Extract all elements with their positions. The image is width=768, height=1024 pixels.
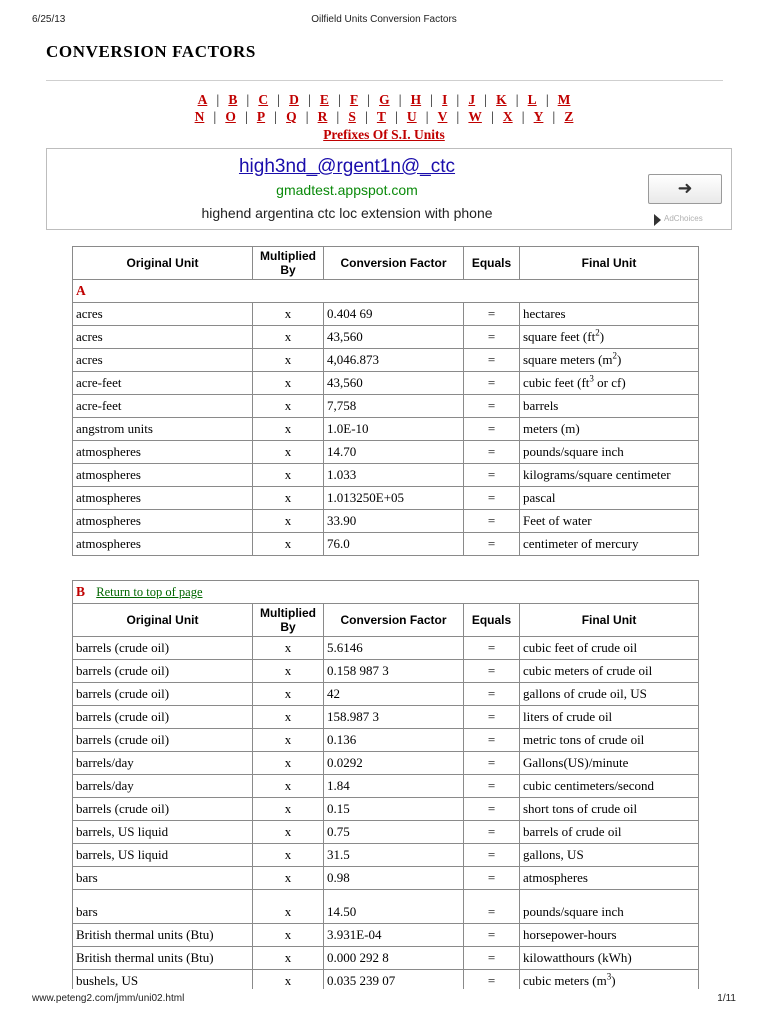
adchoices-icon bbox=[654, 214, 661, 226]
index-separator: | bbox=[521, 109, 525, 124]
multiplied-by-cell: x bbox=[253, 683, 324, 706]
final-unit-text: short tons of crude oil bbox=[523, 801, 638, 816]
final-unit-cell bbox=[520, 487, 699, 510]
final-unit-cell bbox=[520, 924, 699, 947]
final-unit-text: cubic feet (ft bbox=[523, 375, 590, 390]
multiplied-by-cell: x bbox=[253, 729, 324, 752]
final-unit-text: barrels of crude oil bbox=[523, 824, 622, 839]
table-row bbox=[73, 867, 699, 890]
original-unit-cell: acre-feet bbox=[73, 395, 253, 418]
final-unit-suffix: ) bbox=[611, 973, 616, 988]
final-unit-cell bbox=[520, 752, 699, 775]
original-unit-cell: atmospheres bbox=[73, 464, 253, 487]
equals-cell: = bbox=[464, 487, 520, 510]
original-unit-cell: acres bbox=[73, 303, 253, 326]
col-original-unit: Original Unit bbox=[73, 247, 253, 280]
final-unit-text: cubic meters of crude oil bbox=[523, 663, 653, 678]
final-unit-text: gallons of crude oil, US bbox=[523, 686, 647, 701]
return-to-top-link[interactable]: Return to top of page bbox=[96, 585, 203, 599]
index-link-z[interactable]: Z bbox=[564, 109, 574, 124]
final-unit-text: horsepower-hours bbox=[523, 927, 617, 942]
index-link-d[interactable]: D bbox=[289, 92, 299, 107]
conversion-factor-cell: 1.033 bbox=[324, 464, 464, 487]
final-unit-text: hectares bbox=[523, 306, 566, 321]
multiplied-by-cell: x bbox=[253, 372, 324, 395]
table-row bbox=[73, 924, 699, 947]
multiplied-by-cell: x bbox=[253, 326, 324, 349]
multiplied-by-cell: x bbox=[253, 464, 324, 487]
multiplied-by-cell: x bbox=[253, 844, 324, 867]
multiplied-by-cell: x bbox=[253, 441, 324, 464]
table-row bbox=[73, 660, 699, 683]
original-unit-cell: barrels (crude oil) bbox=[73, 706, 253, 729]
final-unit-text: cubic meters (m bbox=[523, 973, 607, 988]
final-unit-suffix: ) bbox=[617, 352, 622, 367]
table-row bbox=[73, 372, 699, 395]
col-multiplied-by: Multiplied By bbox=[253, 604, 324, 637]
original-unit-cell: barrels/day bbox=[73, 775, 253, 798]
conversion-factor-cell: 76.0 bbox=[324, 533, 464, 556]
multiplied-by-cell: x bbox=[253, 660, 324, 683]
conversion-factor-cell: 0.404 69 bbox=[324, 303, 464, 326]
multiplied-by-cell: x bbox=[253, 510, 324, 533]
table-row bbox=[73, 464, 699, 487]
final-unit-text: cubic centimeters/second bbox=[523, 778, 655, 793]
table-row bbox=[73, 395, 699, 418]
original-unit-cell: bars bbox=[73, 890, 253, 924]
index-link-i[interactable]: I bbox=[442, 92, 448, 107]
index-link-p[interactable]: P bbox=[256, 109, 266, 124]
index-separator: | bbox=[336, 109, 340, 124]
alphabet-index-row-1 bbox=[0, 92, 768, 108]
index-link-b[interactable]: B bbox=[228, 92, 238, 107]
original-unit-cell: British thermal units (Btu) bbox=[73, 924, 253, 947]
table-row bbox=[73, 821, 699, 844]
final-unit-text: liters of crude oil bbox=[523, 709, 613, 724]
equals-cell: = bbox=[464, 821, 520, 844]
original-unit-cell: acre-feet bbox=[73, 372, 253, 395]
index-separator: | bbox=[430, 92, 433, 107]
original-unit-cell: barrels (crude oil) bbox=[73, 660, 253, 683]
conversion-factor-cell: 0.98 bbox=[324, 867, 464, 890]
table-row bbox=[73, 441, 699, 464]
table-row bbox=[73, 752, 699, 775]
page-title: CONVERSION FACTORS bbox=[46, 42, 256, 61]
conversion-factor-cell: 4,046.873 bbox=[324, 349, 464, 372]
equals-cell: = bbox=[464, 660, 520, 683]
final-unit-cell bbox=[520, 464, 699, 487]
original-unit-cell: atmospheres bbox=[73, 510, 253, 533]
multiplied-by-cell: x bbox=[253, 798, 324, 821]
prefixes-si-units-link[interactable]: Prefixes Of S.I. Units bbox=[323, 127, 445, 142]
ad-description: highend argentina ctc loc extension with phone bbox=[201, 205, 493, 221]
multiplied-by-cell: x bbox=[253, 752, 324, 775]
index-link-u[interactable]: U bbox=[406, 109, 417, 124]
index-link-m[interactable]: M bbox=[557, 92, 571, 107]
final-unit-text: Feet of water bbox=[523, 513, 592, 528]
index-link-n[interactable]: N bbox=[194, 109, 205, 124]
section-letter-a: A bbox=[76, 283, 86, 298]
final-unit-cell bbox=[520, 372, 699, 395]
final-unit-text: Gallons(US)/minute bbox=[523, 755, 629, 770]
conversion-factor-cell: 158.987 3 bbox=[324, 706, 464, 729]
original-unit-cell: barrels, US liquid bbox=[73, 821, 253, 844]
ad-arrow-button[interactable] bbox=[648, 174, 722, 204]
equals-cell: = bbox=[464, 441, 520, 464]
index-separator: | bbox=[337, 92, 341, 107]
final-unit-cell bbox=[520, 441, 699, 464]
index-link-g[interactable]: G bbox=[379, 92, 390, 107]
index-separator: | bbox=[515, 92, 519, 107]
index-link-s[interactable]: S bbox=[348, 109, 356, 124]
index-separator: | bbox=[425, 109, 429, 124]
index-link-e[interactable]: E bbox=[319, 92, 329, 107]
index-link-r[interactable]: R bbox=[317, 109, 328, 124]
index-separator: | bbox=[216, 92, 220, 107]
col-equals: Equals bbox=[464, 247, 520, 280]
col-multiplied-by: Multiplied By bbox=[253, 247, 324, 280]
original-unit-cell: acres bbox=[73, 349, 253, 372]
multiplied-by-cell: x bbox=[253, 418, 324, 441]
multiplied-by-cell: x bbox=[253, 821, 324, 844]
original-unit-cell: atmospheres bbox=[73, 533, 253, 556]
conversion-factor-cell: 1.84 bbox=[324, 775, 464, 798]
final-unit-cell bbox=[520, 510, 699, 533]
final-unit-exponent: 3 bbox=[606, 971, 612, 982]
alphabet-index-row-2 bbox=[0, 109, 768, 125]
print-url: www.peteng2.com/jmm/uni02.html bbox=[32, 993, 185, 1004]
col-conversion-factor: Conversion Factor bbox=[324, 604, 464, 637]
index-separator: | bbox=[491, 109, 494, 124]
table-row bbox=[73, 775, 699, 798]
original-unit-cell: atmospheres bbox=[73, 441, 253, 464]
conversion-factor-cell: 7,758 bbox=[324, 395, 464, 418]
index-separator: | bbox=[277, 92, 280, 107]
table-row bbox=[73, 303, 699, 326]
original-unit-cell: acres bbox=[73, 326, 253, 349]
prefixes-link-wrap bbox=[0, 127, 768, 143]
conversion-factor-cell: 0.75 bbox=[324, 821, 464, 844]
index-separator: | bbox=[274, 109, 277, 124]
equals-cell: = bbox=[464, 947, 520, 970]
equals-cell: = bbox=[464, 464, 520, 487]
conversion-factor-cell: 3.931E-04 bbox=[324, 924, 464, 947]
original-unit-cell: bushels, US bbox=[73, 970, 253, 993]
index-separator: | bbox=[246, 92, 250, 107]
table-row bbox=[73, 798, 699, 821]
index-link-o[interactable]: O bbox=[225, 109, 236, 124]
final-unit-cell bbox=[520, 326, 699, 349]
final-unit-cell bbox=[520, 418, 699, 441]
final-unit-cell bbox=[520, 729, 699, 752]
print-page-number: 1/11 bbox=[717, 993, 736, 1004]
col-equals: Equals bbox=[464, 604, 520, 637]
equals-cell: = bbox=[464, 844, 520, 867]
table-row bbox=[73, 890, 699, 924]
original-unit-cell: atmospheres bbox=[73, 487, 253, 510]
multiplied-by-cell: x bbox=[253, 349, 324, 372]
final-unit-cell bbox=[520, 683, 699, 706]
equals-cell: = bbox=[464, 533, 520, 556]
equals-cell: = bbox=[464, 510, 520, 533]
original-unit-cell: barrels (crude oil) bbox=[73, 637, 253, 660]
final-unit-cell bbox=[520, 349, 699, 372]
final-unit-text: pascal bbox=[523, 490, 556, 505]
final-unit-suffix: ) bbox=[599, 329, 605, 344]
table-row bbox=[73, 947, 699, 970]
conversion-factor-cell: 5.6146 bbox=[324, 637, 464, 660]
original-unit-cell: barrels (crude oil) bbox=[73, 729, 253, 752]
adchoices-label: AdChoices bbox=[664, 214, 703, 223]
adchoices-badge[interactable] bbox=[654, 214, 726, 226]
final-unit-exponent: 3 bbox=[589, 373, 594, 384]
equals-cell: = bbox=[464, 349, 520, 372]
equals-cell: = bbox=[464, 752, 520, 775]
final-unit-text: kilowatthours (kWh) bbox=[523, 950, 632, 965]
original-unit-cell: barrels, US liquid bbox=[73, 844, 253, 867]
col-conversion-factor: Conversion Factor bbox=[324, 247, 464, 280]
index-separator: | bbox=[367, 92, 370, 107]
table-row bbox=[73, 349, 699, 372]
conversion-factor-cell: 31.5 bbox=[324, 844, 464, 867]
conversion-factor-cell: 0.000 292 8 bbox=[324, 947, 464, 970]
ad-banner[interactable] bbox=[46, 148, 732, 230]
table-row bbox=[73, 844, 699, 867]
index-link-j[interactable]: J bbox=[468, 92, 476, 107]
multiplied-by-cell: x bbox=[253, 706, 324, 729]
original-unit-cell: bars bbox=[73, 867, 253, 890]
index-separator: | bbox=[305, 109, 309, 124]
index-separator: | bbox=[365, 109, 368, 124]
final-unit-cell bbox=[520, 867, 699, 890]
conversion-factor-cell: 0.158 987 3 bbox=[324, 660, 464, 683]
table-row bbox=[73, 418, 699, 441]
conversion-factor-cell: 43,560 bbox=[324, 372, 464, 395]
multiplied-by-cell: x bbox=[253, 395, 324, 418]
conversion-table-b bbox=[72, 580, 699, 993]
conversion-factor-cell: 43,560 bbox=[324, 326, 464, 349]
table-row bbox=[73, 729, 699, 752]
index-link-y[interactable]: Y bbox=[533, 109, 544, 124]
conversion-factor-cell: 14.70 bbox=[324, 441, 464, 464]
table-header-row bbox=[73, 604, 699, 637]
final-unit-text: square meters (m bbox=[523, 352, 613, 367]
index-link-c[interactable]: C bbox=[258, 92, 269, 107]
original-unit-cell: barrels/day bbox=[73, 752, 253, 775]
print-doc-title: Oilfield Units Conversion Factors bbox=[311, 14, 457, 25]
index-link-k[interactable]: K bbox=[496, 92, 507, 107]
equals-cell: = bbox=[464, 924, 520, 947]
final-unit-text: barrels bbox=[523, 398, 559, 413]
index-link-q[interactable]: Q bbox=[286, 109, 297, 124]
original-unit-cell: barrels (crude oil) bbox=[73, 798, 253, 821]
print-footer bbox=[0, 993, 768, 1007]
index-link-l[interactable]: L bbox=[527, 92, 537, 107]
equals-cell: = bbox=[464, 326, 520, 349]
final-unit-cell bbox=[520, 844, 699, 867]
equals-cell: = bbox=[464, 890, 520, 924]
equals-cell: = bbox=[464, 395, 520, 418]
index-link-w[interactable]: W bbox=[468, 109, 482, 124]
index-separator: | bbox=[395, 109, 398, 124]
final-unit-suffix: or cf) bbox=[593, 375, 626, 390]
multiplied-by-cell: x bbox=[253, 303, 324, 326]
index-link-v[interactable]: V bbox=[437, 109, 448, 124]
conversion-factor-cell: 0.136 bbox=[324, 729, 464, 752]
multiplied-by-cell: x bbox=[253, 947, 324, 970]
equals-cell: = bbox=[464, 970, 520, 993]
equals-cell: = bbox=[464, 729, 520, 752]
section-letter-b: B bbox=[76, 584, 86, 599]
conversion-table-a bbox=[72, 246, 699, 556]
final-unit-cell bbox=[520, 395, 699, 418]
index-separator: | bbox=[456, 109, 460, 124]
equals-cell: = bbox=[464, 418, 520, 441]
final-unit-cell bbox=[520, 798, 699, 821]
final-unit-cell bbox=[520, 637, 699, 660]
final-unit-text: kilograms/square centimeter bbox=[523, 467, 671, 482]
final-unit-cell bbox=[520, 821, 699, 844]
arrow-right-icon: ➜ bbox=[677, 178, 693, 198]
final-unit-cell bbox=[520, 947, 699, 970]
print-date: 6/25/13 bbox=[32, 14, 66, 25]
conversion-factor-cell: 33.90 bbox=[324, 510, 464, 533]
equals-cell: = bbox=[464, 706, 520, 729]
final-unit-cell bbox=[520, 706, 699, 729]
final-unit-text: atmospheres bbox=[523, 870, 588, 885]
multiplied-by-cell: x bbox=[253, 970, 324, 993]
conversion-factor-cell: 0.15 bbox=[324, 798, 464, 821]
index-separator: | bbox=[244, 109, 248, 124]
index-separator: | bbox=[545, 92, 549, 107]
table-row bbox=[73, 706, 699, 729]
final-unit-cell bbox=[520, 533, 699, 556]
final-unit-text: cubic feet of crude oil bbox=[523, 640, 638, 655]
conversion-factor-cell: 0.035 239 07 bbox=[324, 970, 464, 993]
conversion-factor-cell: 0.0292 bbox=[324, 752, 464, 775]
final-unit-cell bbox=[520, 303, 699, 326]
final-unit-cell bbox=[520, 775, 699, 798]
equals-cell: = bbox=[464, 637, 520, 660]
original-unit-cell: British thermal units (Btu) bbox=[73, 947, 253, 970]
multiplied-by-cell: x bbox=[253, 924, 324, 947]
index-separator: | bbox=[307, 92, 311, 107]
index-separator: | bbox=[484, 92, 487, 107]
table-row bbox=[73, 510, 699, 533]
table-row bbox=[73, 683, 699, 706]
index-link-f[interactable]: F bbox=[349, 92, 359, 107]
final-unit-text: centimeter of mercury bbox=[523, 536, 639, 551]
equals-cell: = bbox=[464, 372, 520, 395]
table-header-row bbox=[73, 247, 699, 280]
final-unit-text: pounds/square inch bbox=[523, 904, 624, 919]
index-separator: | bbox=[398, 92, 402, 107]
col-final-unit: Final Unit bbox=[520, 247, 699, 280]
equals-cell: = bbox=[464, 775, 520, 798]
multiplied-by-cell: x bbox=[253, 867, 324, 890]
index-link-t[interactable]: T bbox=[376, 109, 386, 124]
equals-cell: = bbox=[464, 683, 520, 706]
section-heading-row bbox=[73, 581, 699, 604]
ad-url[interactable]: gmadtest.appspot.com bbox=[276, 182, 418, 198]
final-unit-text: metric tons of crude oil bbox=[523, 732, 645, 747]
original-unit-cell: angstrom units bbox=[73, 418, 253, 441]
multiplied-by-cell: x bbox=[253, 487, 324, 510]
divider bbox=[46, 80, 723, 81]
col-final-unit: Final Unit bbox=[520, 604, 699, 637]
equals-cell: = bbox=[464, 303, 520, 326]
multiplied-by-cell: x bbox=[253, 637, 324, 660]
col-original-unit: Original Unit bbox=[73, 604, 253, 637]
index-link-a[interactable]: A bbox=[197, 92, 208, 107]
index-separator: | bbox=[552, 109, 556, 124]
print-header bbox=[0, 14, 768, 28]
table-row bbox=[73, 487, 699, 510]
equals-cell: = bbox=[464, 867, 520, 890]
final-unit-text: square feet (ft bbox=[523, 329, 596, 344]
section-heading-row bbox=[73, 280, 699, 303]
conversion-factor-cell: 1.013250E+05 bbox=[324, 487, 464, 510]
index-link-x[interactable]: X bbox=[502, 109, 513, 124]
final-unit-cell bbox=[520, 890, 699, 924]
multiplied-by-cell: x bbox=[253, 890, 324, 924]
final-unit-text: pounds/square inch bbox=[523, 444, 624, 459]
equals-cell: = bbox=[464, 798, 520, 821]
multiplied-by-cell: x bbox=[253, 533, 324, 556]
final-unit-text: meters (m) bbox=[523, 421, 580, 436]
ad-title-link[interactable]: high3nd_@rgent1n@_ctc bbox=[238, 156, 456, 177]
final-unit-text: gallons, US bbox=[523, 847, 584, 862]
conversion-factor-cell: 14.50 bbox=[324, 890, 464, 924]
index-separator: | bbox=[213, 109, 217, 124]
index-link-h[interactable]: H bbox=[410, 92, 422, 107]
conversion-factor-cell: 1.0E-10 bbox=[324, 418, 464, 441]
final-unit-exponent: 2 bbox=[612, 350, 618, 361]
final-unit-cell bbox=[520, 660, 699, 683]
conversion-factor-cell: 42 bbox=[324, 683, 464, 706]
final-unit-exponent: 2 bbox=[595, 327, 600, 338]
index-separator: | bbox=[456, 92, 460, 107]
table-row bbox=[73, 533, 699, 556]
original-unit-cell: barrels (crude oil) bbox=[73, 683, 253, 706]
table-row bbox=[73, 637, 699, 660]
multiplied-by-cell: x bbox=[253, 775, 324, 798]
table-row bbox=[73, 326, 699, 349]
